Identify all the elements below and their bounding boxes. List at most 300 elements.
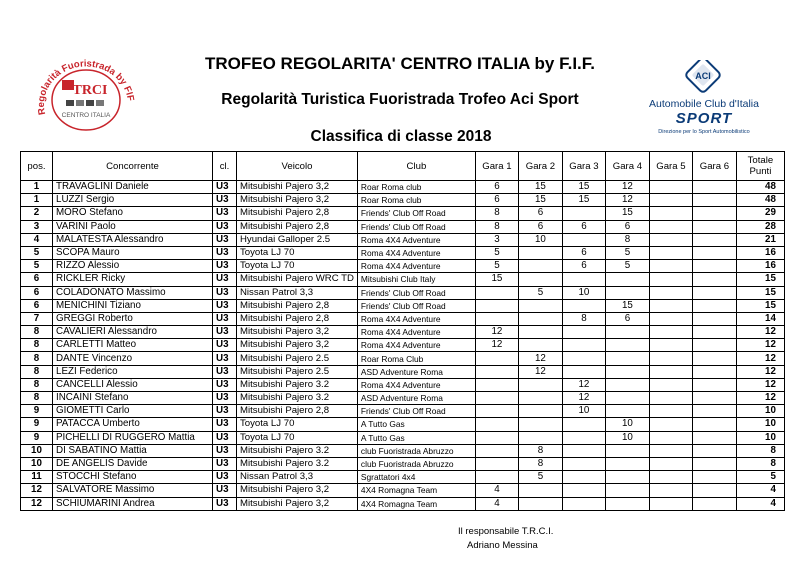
table-row bbox=[21, 233, 785, 246]
cell-gara1: 6 bbox=[475, 181, 518, 194]
cell-gara3 bbox=[562, 299, 605, 312]
table-row bbox=[21, 246, 785, 259]
cell-gara4: 5 bbox=[605, 260, 649, 273]
cell-concorrente: SCOPA Mauro bbox=[53, 246, 213, 259]
cell-gara1: 4 bbox=[475, 484, 518, 497]
table-row bbox=[21, 260, 785, 273]
cell-gara1: 5 bbox=[475, 246, 518, 259]
cell-concorrente: DI SABATINO Mattia bbox=[53, 444, 213, 457]
cell-gara2 bbox=[518, 326, 562, 339]
cell-gara6 bbox=[692, 286, 736, 299]
cell-gara2: 12 bbox=[518, 365, 562, 378]
cell-pos: 8 bbox=[21, 378, 53, 391]
aci-name: Automobile Club d'Italia bbox=[649, 98, 759, 110]
cell-pos: 10 bbox=[21, 444, 53, 457]
cell-pos: 8 bbox=[21, 352, 53, 365]
cell-totale: 10 bbox=[736, 431, 784, 444]
cell-concorrente: RICKLER Ricky bbox=[53, 273, 213, 286]
cell-gara4 bbox=[605, 339, 649, 352]
cell-concorrente: RIZZO Alessio bbox=[53, 260, 213, 273]
cell-concorrente: CARLETTI Matteo bbox=[53, 339, 213, 352]
cell-gara5 bbox=[649, 181, 692, 194]
cell-pos: 8 bbox=[21, 392, 53, 405]
cell-totale: 12 bbox=[736, 326, 784, 339]
cell-gara6 bbox=[692, 273, 736, 286]
cell-totale: 15 bbox=[736, 286, 784, 299]
cell-gara4 bbox=[605, 352, 649, 365]
cell-gara5 bbox=[649, 378, 692, 391]
cell-gara2: 8 bbox=[518, 444, 562, 457]
cell-gara5 bbox=[649, 312, 692, 325]
cell-gara3 bbox=[562, 457, 605, 470]
cell-pos: 5 bbox=[21, 260, 53, 273]
header-pos: pos. bbox=[21, 152, 53, 181]
cell-gara4: 12 bbox=[605, 194, 649, 207]
cell-club: 4X4 Romagna Team bbox=[357, 484, 475, 497]
cell-gara3: 6 bbox=[562, 220, 605, 233]
cell-veicolo: Mitsubishi Pajero 3.2 bbox=[237, 392, 358, 405]
cell-club: Sgrattatori 4x4 bbox=[357, 471, 475, 484]
cell-totale: 12 bbox=[736, 392, 784, 405]
cell-cl: U3 bbox=[213, 418, 237, 431]
cell-gara6 bbox=[692, 444, 736, 457]
cell-gara5 bbox=[649, 233, 692, 246]
cell-gara5 bbox=[649, 471, 692, 484]
cell-club: Roma 4X4 Adventure bbox=[357, 233, 475, 246]
cell-pos: 11 bbox=[21, 471, 53, 484]
cell-cl: U3 bbox=[213, 431, 237, 444]
cell-gara3 bbox=[562, 471, 605, 484]
cell-gara6 bbox=[692, 181, 736, 194]
cell-cl: U3 bbox=[213, 405, 237, 418]
table-row bbox=[21, 220, 785, 233]
cell-cl: U3 bbox=[213, 299, 237, 312]
cell-cl: U3 bbox=[213, 392, 237, 405]
cell-totale: 48 bbox=[736, 181, 784, 194]
logo-line: CENTRO ITALIA bbox=[61, 112, 111, 119]
ranking-table bbox=[20, 151, 785, 511]
table-row bbox=[21, 352, 785, 365]
cell-gara6 bbox=[692, 365, 736, 378]
trci-logo bbox=[28, 56, 144, 140]
cell-veicolo: Mitsubishi Pajero 3,2 bbox=[237, 484, 358, 497]
cell-pos: 9 bbox=[21, 418, 53, 431]
cell-gara2: 5 bbox=[518, 471, 562, 484]
cell-gara6 bbox=[692, 392, 736, 405]
cell-totale: 15 bbox=[736, 299, 784, 312]
cell-concorrente: VARINI Paolo bbox=[53, 220, 213, 233]
cell-pos: 12 bbox=[21, 497, 53, 510]
cell-cl: U3 bbox=[213, 233, 237, 246]
cell-veicolo: Toyota LJ 70 bbox=[237, 431, 358, 444]
cell-gara4 bbox=[605, 471, 649, 484]
header-veicolo: Veicolo bbox=[237, 152, 358, 181]
cell-totale: 48 bbox=[736, 194, 784, 207]
cell-club: Roar Roma club bbox=[357, 194, 475, 207]
cell-cl: U3 bbox=[213, 365, 237, 378]
cell-gara5 bbox=[649, 497, 692, 510]
cell-gara5 bbox=[649, 352, 692, 365]
cell-gara1 bbox=[475, 286, 518, 299]
cell-gara6 bbox=[692, 220, 736, 233]
cell-gara3 bbox=[562, 339, 605, 352]
cell-veicolo: Mitsubishi Pajero 2,8 bbox=[237, 299, 358, 312]
cell-pos: 9 bbox=[21, 431, 53, 444]
cell-gara2: 15 bbox=[518, 194, 562, 207]
cell-gara3 bbox=[562, 484, 605, 497]
cell-gara6 bbox=[692, 194, 736, 207]
table-row bbox=[21, 405, 785, 418]
cell-pos: 4 bbox=[21, 233, 53, 246]
logo-arc-text: Regolarità Fuoristrada by FIF bbox=[35, 58, 136, 116]
cell-club: Roma 4X4 Adventure bbox=[357, 326, 475, 339]
cell-gara3: 15 bbox=[562, 181, 605, 194]
cell-concorrente: MORO Stefano bbox=[53, 207, 213, 220]
cell-veicolo: Toyota LJ 70 bbox=[237, 418, 358, 431]
cell-pos: 6 bbox=[21, 273, 53, 286]
header-club: Club bbox=[357, 152, 475, 181]
header-cl: cl. bbox=[213, 152, 237, 181]
cell-totale: 8 bbox=[736, 444, 784, 457]
cell-gara2 bbox=[518, 273, 562, 286]
cell-club: Roar Roma club bbox=[357, 181, 475, 194]
header-gara2: Gara 2 bbox=[518, 152, 562, 181]
cell-concorrente: GIOMETTI Carlo bbox=[53, 405, 213, 418]
cell-concorrente: DE ANGELIS Davide bbox=[53, 457, 213, 470]
table-row bbox=[21, 194, 785, 207]
cell-totale: 21 bbox=[736, 233, 784, 246]
cell-gara4 bbox=[605, 457, 649, 470]
cell-cl: U3 bbox=[213, 444, 237, 457]
cell-gara2: 8 bbox=[518, 457, 562, 470]
cell-club: ASD Adventure Roma bbox=[357, 392, 475, 405]
header-gara4: Gara 4 bbox=[605, 152, 649, 181]
cell-totale: 8 bbox=[736, 457, 784, 470]
cell-veicolo: Mitsubishi Pajero 3,2 bbox=[237, 194, 358, 207]
cell-pos: 9 bbox=[21, 405, 53, 418]
cell-gara6 bbox=[692, 352, 736, 365]
cell-gara3: 10 bbox=[562, 286, 605, 299]
table-row bbox=[21, 273, 785, 286]
cell-gara1: 12 bbox=[475, 339, 518, 352]
cell-gara2 bbox=[518, 312, 562, 325]
cell-cl: U3 bbox=[213, 220, 237, 233]
cell-gara4 bbox=[605, 286, 649, 299]
cell-concorrente: CANCELLI Alessio bbox=[53, 378, 213, 391]
cell-gara3 bbox=[562, 273, 605, 286]
cell-gara1 bbox=[475, 471, 518, 484]
table-row bbox=[21, 497, 785, 510]
cell-gara2 bbox=[518, 246, 562, 259]
table-row bbox=[21, 207, 785, 220]
cell-concorrente: COLADONATO Massimo bbox=[53, 286, 213, 299]
cell-veicolo: Mitsubishi Pajero 2.5 bbox=[237, 365, 358, 378]
cell-gara3 bbox=[562, 233, 605, 246]
cell-gara1: 5 bbox=[475, 260, 518, 273]
cell-veicolo: Mitsubishi Pajero 3.2 bbox=[237, 457, 358, 470]
cell-gara3: 6 bbox=[562, 260, 605, 273]
cell-totale: 12 bbox=[736, 352, 784, 365]
cell-gara3: 8 bbox=[562, 312, 605, 325]
cell-concorrente: TRAVAGLINI Daniele bbox=[53, 181, 213, 194]
cell-concorrente: MENICHINI Tiziano bbox=[53, 299, 213, 312]
header-gara3: Gara 3 bbox=[562, 152, 605, 181]
header-gara1: Gara 1 bbox=[475, 152, 518, 181]
cell-gara6 bbox=[692, 246, 736, 259]
cell-gara2 bbox=[518, 392, 562, 405]
cell-veicolo: Mitsubishi Pajero 3.2 bbox=[237, 378, 358, 391]
cell-gara3: 12 bbox=[562, 378, 605, 391]
cell-gara4 bbox=[605, 392, 649, 405]
cell-gara3 bbox=[562, 444, 605, 457]
logo-name: TRCI bbox=[72, 83, 108, 98]
cell-club: ASD Adventure Roma bbox=[357, 365, 475, 378]
cell-club: Friends' Club Off Road bbox=[357, 405, 475, 418]
cell-concorrente: PATACCA Umberto bbox=[53, 418, 213, 431]
cell-club: club Fuoristrada Abruzzo bbox=[357, 444, 475, 457]
cell-pos: 8 bbox=[21, 326, 53, 339]
cell-veicolo: Mitsubishi Pajero 3,2 bbox=[237, 326, 358, 339]
cell-club: club Fuoristrada Abruzzo bbox=[357, 457, 475, 470]
cell-gara6 bbox=[692, 233, 736, 246]
cell-veicolo: Mitsubishi Pajero 3,2 bbox=[237, 181, 358, 194]
cell-gara4 bbox=[605, 326, 649, 339]
cell-gara5 bbox=[649, 194, 692, 207]
cell-club: Friends' Club Off Road bbox=[357, 286, 475, 299]
table-row bbox=[21, 471, 785, 484]
cell-gara3 bbox=[562, 326, 605, 339]
cell-cl: U3 bbox=[213, 181, 237, 194]
cell-gara1: 15 bbox=[475, 273, 518, 286]
aci-direzione: Direzione per lo Sport Automobilistico bbox=[658, 129, 750, 135]
header-gara6: Gara 6 bbox=[692, 152, 736, 181]
cell-gara5 bbox=[649, 392, 692, 405]
footer-name: Adriano Messina bbox=[467, 540, 538, 551]
cell-cl: U3 bbox=[213, 312, 237, 325]
cell-totale: 4 bbox=[736, 497, 784, 510]
cell-gara1 bbox=[475, 444, 518, 457]
cell-gara4 bbox=[605, 405, 649, 418]
cell-gara2: 12 bbox=[518, 352, 562, 365]
cell-gara3: 12 bbox=[562, 392, 605, 405]
cell-cl: U3 bbox=[213, 194, 237, 207]
cell-veicolo: Mitsubishi Pajero 2,8 bbox=[237, 405, 358, 418]
cell-gara4: 8 bbox=[605, 233, 649, 246]
cell-club: 4X4 Romagna Team bbox=[357, 497, 475, 510]
page-title: TROFEO REGOLARITA' CENTRO ITALIA by F.I.F. bbox=[205, 54, 595, 73]
cell-gara4: 6 bbox=[605, 312, 649, 325]
cell-gara5 bbox=[649, 339, 692, 352]
cell-totale: 16 bbox=[736, 246, 784, 259]
cell-gara5 bbox=[649, 286, 692, 299]
cell-club: Friends' Club Off Road bbox=[357, 207, 475, 220]
cell-gara1: 8 bbox=[475, 207, 518, 220]
page-subtitle: Regolarità Turistica Fuoristrada Trofeo Aci Sport bbox=[221, 91, 579, 108]
cell-cl: U3 bbox=[213, 484, 237, 497]
cell-club: Roma 4X4 Adventure bbox=[357, 339, 475, 352]
table-row bbox=[21, 286, 785, 299]
cell-club: Mitsubishi Club Italy bbox=[357, 273, 475, 286]
cell-concorrente: SALVATORE Massimo bbox=[53, 484, 213, 497]
cell-club: Roar Roma Club bbox=[357, 352, 475, 365]
cell-pos: 1 bbox=[21, 181, 53, 194]
cell-gara1 bbox=[475, 312, 518, 325]
cell-gara4 bbox=[605, 273, 649, 286]
cell-veicolo: Mitsubishi Pajero 2,8 bbox=[237, 220, 358, 233]
cell-gara2 bbox=[518, 299, 562, 312]
cell-gara5 bbox=[649, 418, 692, 431]
cell-gara6 bbox=[692, 431, 736, 444]
cell-veicolo: Mitsubishi Pajero 2,8 bbox=[237, 312, 358, 325]
cell-pos: 8 bbox=[21, 339, 53, 352]
cell-gara2 bbox=[518, 378, 562, 391]
cell-pos: 6 bbox=[21, 299, 53, 312]
cell-pos: 12 bbox=[21, 484, 53, 497]
cell-gara5 bbox=[649, 484, 692, 497]
cell-gara2: 6 bbox=[518, 220, 562, 233]
cell-concorrente: PICHELLI DI RUGGERO Mattia bbox=[53, 431, 213, 444]
cell-gara1: 8 bbox=[475, 220, 518, 233]
cell-cl: U3 bbox=[213, 246, 237, 259]
cell-gara6 bbox=[692, 418, 736, 431]
cell-concorrente: LEZI Federico bbox=[53, 365, 213, 378]
cell-pos: 7 bbox=[21, 312, 53, 325]
cell-veicolo: Nissan Patrol 3,3 bbox=[237, 286, 358, 299]
cell-cl: U3 bbox=[213, 352, 237, 365]
cell-gara5 bbox=[649, 220, 692, 233]
cell-gara1 bbox=[475, 378, 518, 391]
cell-gara3 bbox=[562, 365, 605, 378]
cell-gara6 bbox=[692, 299, 736, 312]
cell-gara4 bbox=[605, 444, 649, 457]
cell-veicolo: Mitsubishi Pajero 2,8 bbox=[237, 207, 358, 220]
cell-gara2 bbox=[518, 484, 562, 497]
cell-gara3: 10 bbox=[562, 405, 605, 418]
table-row bbox=[21, 392, 785, 405]
cell-cl: U3 bbox=[213, 207, 237, 220]
cell-pos: 1 bbox=[21, 194, 53, 207]
table-row bbox=[21, 457, 785, 470]
cell-cl: U3 bbox=[213, 457, 237, 470]
cell-cl: U3 bbox=[213, 471, 237, 484]
cell-gara1: 4 bbox=[475, 497, 518, 510]
table-row bbox=[21, 312, 785, 325]
cell-gara4: 6 bbox=[605, 220, 649, 233]
cell-gara5 bbox=[649, 273, 692, 286]
table-row bbox=[21, 418, 785, 431]
cell-concorrente: CAVALIERI Alessandro bbox=[53, 326, 213, 339]
cell-veicolo: Nissan Patrol 3,3 bbox=[237, 471, 358, 484]
table-row bbox=[21, 444, 785, 457]
cell-gara4: 15 bbox=[605, 207, 649, 220]
cell-club: A Tutto Gas bbox=[357, 418, 475, 431]
cell-gara4 bbox=[605, 365, 649, 378]
cell-gara3 bbox=[562, 431, 605, 444]
cell-club: Roma 4X4 Adventure bbox=[357, 260, 475, 273]
cell-totale: 14 bbox=[736, 312, 784, 325]
cell-gara5 bbox=[649, 444, 692, 457]
cell-veicolo: Mitsubishi Pajero 3,2 bbox=[237, 497, 358, 510]
cell-gara3: 15 bbox=[562, 194, 605, 207]
cell-gara3 bbox=[562, 497, 605, 510]
cell-gara1: 3 bbox=[475, 233, 518, 246]
cell-gara2 bbox=[518, 339, 562, 352]
table-row bbox=[21, 484, 785, 497]
cell-cl: U3 bbox=[213, 339, 237, 352]
cell-gara2 bbox=[518, 405, 562, 418]
cell-gara2 bbox=[518, 431, 562, 444]
cell-veicolo: Mitsubishi Pajero 2.5 bbox=[237, 352, 358, 365]
cell-gara5 bbox=[649, 457, 692, 470]
cell-club: Friends' Club Off Road bbox=[357, 220, 475, 233]
classifica-title: Classifica di classe 2018 bbox=[310, 128, 492, 145]
cell-veicolo: Toyota LJ 70 bbox=[237, 246, 358, 259]
footer-responsabile: Il responsabile T.R.C.I. bbox=[458, 526, 554, 537]
cell-gara1 bbox=[475, 352, 518, 365]
cell-club: A Tutto Gas bbox=[357, 431, 475, 444]
cell-concorrente: GREGGI Roberto bbox=[53, 312, 213, 325]
cell-pos: 2 bbox=[21, 207, 53, 220]
table-row bbox=[21, 299, 785, 312]
cell-concorrente: MALATESTA Alessandro bbox=[53, 233, 213, 246]
table-row bbox=[21, 378, 785, 391]
cell-gara5 bbox=[649, 326, 692, 339]
cell-gara2 bbox=[518, 497, 562, 510]
cell-gara6 bbox=[692, 405, 736, 418]
cell-totale: 12 bbox=[736, 378, 784, 391]
cell-totale: 12 bbox=[736, 339, 784, 352]
cell-cl: U3 bbox=[213, 497, 237, 510]
cell-gara4: 10 bbox=[605, 418, 649, 431]
cell-gara5 bbox=[649, 299, 692, 312]
cell-pos: 3 bbox=[21, 220, 53, 233]
cell-totale: 29 bbox=[736, 207, 784, 220]
table-row bbox=[21, 326, 785, 339]
cell-gara1 bbox=[475, 431, 518, 444]
cell-veicolo: Hyundai Galloper 2.5 bbox=[237, 233, 358, 246]
cell-concorrente: LUZZI Sergio bbox=[53, 194, 213, 207]
header-concorrente: Concorrente bbox=[53, 152, 213, 181]
cell-gara5 bbox=[649, 365, 692, 378]
cell-gara6 bbox=[692, 471, 736, 484]
cell-gara2: 5 bbox=[518, 286, 562, 299]
cell-totale: 4 bbox=[736, 484, 784, 497]
cell-gara6 bbox=[692, 484, 736, 497]
cell-gara6 bbox=[692, 457, 736, 470]
cell-gara1 bbox=[475, 418, 518, 431]
cell-gara2: 10 bbox=[518, 233, 562, 246]
cell-cl: U3 bbox=[213, 326, 237, 339]
cell-gara1: 6 bbox=[475, 194, 518, 207]
cell-gara3 bbox=[562, 418, 605, 431]
cell-concorrente: INCAINI Stefano bbox=[53, 392, 213, 405]
cell-veicolo: Toyota LJ 70 bbox=[237, 260, 358, 273]
cell-pos: 5 bbox=[21, 246, 53, 259]
cell-gara1 bbox=[475, 365, 518, 378]
cell-gara1 bbox=[475, 405, 518, 418]
cell-cl: U3 bbox=[213, 286, 237, 299]
cell-concorrente: DANTE Vincenzo bbox=[53, 352, 213, 365]
cell-pos: 10 bbox=[21, 457, 53, 470]
cell-gara1: 12 bbox=[475, 326, 518, 339]
table-row bbox=[21, 365, 785, 378]
cell-totale: 28 bbox=[736, 220, 784, 233]
cell-gara4: 10 bbox=[605, 431, 649, 444]
cell-gara2: 15 bbox=[518, 181, 562, 194]
cell-club: Roma 4X4 Adventure bbox=[357, 246, 475, 259]
cell-veicolo: Mitsubishi Pajero 3,2 bbox=[237, 339, 358, 352]
cell-gara1 bbox=[475, 392, 518, 405]
